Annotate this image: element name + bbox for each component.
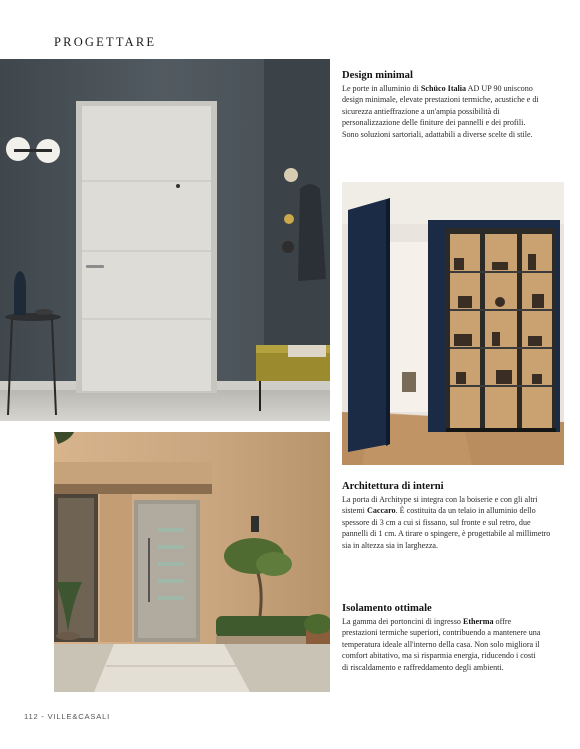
article-body xyxy=(342,616,542,673)
article-title: Architettura di interni xyxy=(342,481,444,492)
body-text: AD UP 90 uniscono design minimale, elevate prestazioni termiche, acustiche e di sicurezza antieffrazione a un'ampia possibilità di personalizzazione delle finiture dei pannelli e dei profili. Sono soluzioni sartoriali, adattabili a diverse scelte di stile. xyxy=(342,84,539,139)
body-text: La porta di Architype si integra con la boiserie e con gli altri sistemi xyxy=(342,495,538,516)
body-text: La gamma dei portoncini di ingresso xyxy=(342,617,463,626)
article-isolamento-ottimale xyxy=(342,603,542,673)
brand-name: Etherma xyxy=(462,617,494,626)
article-title: Isolamento ottimale xyxy=(342,603,432,614)
article-body xyxy=(342,494,552,551)
body-text: Le porte in alluminio di xyxy=(342,84,421,93)
section-label: PROGETTARE xyxy=(54,35,157,49)
photo-interior-pivot-door xyxy=(342,182,564,465)
brand-name: Caccaro xyxy=(366,506,396,516)
page-footer: 112 - VILLE&CASALI xyxy=(24,712,111,721)
article-body xyxy=(342,83,542,140)
article-design-minimal xyxy=(342,70,542,140)
brand-name: Schüco Italia xyxy=(420,84,467,93)
body-text: offre prestazioni termiche superiori, contribuendo a mantenere una temperatura ideale all'interno della casa. Non solo migliora il comfort abitativo, ma si risparmia energia, riducendo i costi di riscaldamento e raffreddamento degli ambienti. xyxy=(342,617,541,672)
photo-aluminium-door xyxy=(0,59,330,421)
body-text: . È costituita da un telaio in alluminio dello spessore di 3 cm a cui si fissano, sul fronte e sul retro, due pannelli di 1 cm. A tirare o spingere, è progettabile al millimetro sia in altezza sia in larghezza. xyxy=(342,506,551,550)
article-title: Design minimal xyxy=(342,70,413,81)
article-architettura-interni xyxy=(342,481,552,551)
photo-entrance-door xyxy=(54,432,330,692)
